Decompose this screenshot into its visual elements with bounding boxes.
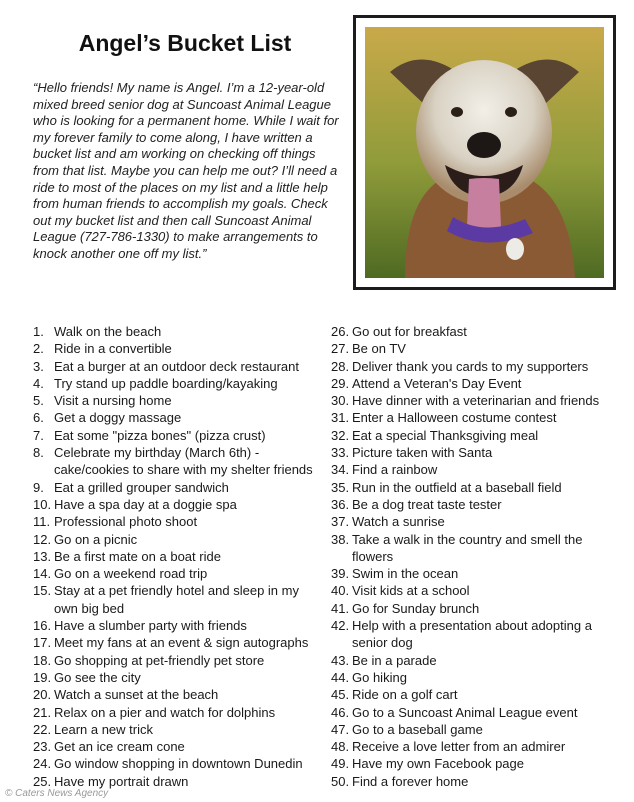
list-item-number: 34. (331, 462, 350, 478)
list-item-number: 38. (331, 531, 350, 547)
list-item-text: Be a first mate on a boat ride (54, 548, 221, 564)
list-item-text: Go to a baseball game (352, 721, 483, 737)
list-item-text: Eat a special Thanksgiving meal (352, 427, 539, 443)
list-item (331, 600, 606, 617)
list-item-text: Have my own Facebook page (352, 756, 524, 772)
list-item-text: Visit kids at a school (352, 583, 470, 599)
list-item (33, 617, 313, 634)
list-item-number: 29. (331, 375, 350, 391)
bucket-list-right (331, 323, 606, 790)
list-item-text: Be on TV (352, 341, 406, 357)
list-item-number: 16. (33, 618, 52, 634)
list-item-text: Go out for breakfast (352, 324, 467, 339)
list-item (33, 686, 313, 703)
list-item-text: Watch a sunset at the beach (54, 687, 219, 703)
list-item-number: 21. (33, 704, 52, 720)
list-item (33, 531, 313, 548)
list-item-text: Go window shopping in downtown Dunedin (54, 756, 303, 772)
list-item-number: 42. (331, 618, 350, 634)
list-item (33, 565, 313, 582)
list-item-number: 39. (331, 566, 350, 582)
list-item-text: Eat some "pizza bones" (pizza crust) (54, 427, 266, 443)
list-item (331, 461, 606, 478)
list-item (33, 409, 313, 426)
list-item (33, 375, 313, 392)
list-item-number: 35. (331, 479, 350, 495)
list-item (33, 721, 313, 738)
list-item-number: 24. (33, 756, 52, 772)
list-item-text: Enter a Halloween costume contest (352, 410, 557, 426)
list-item-number: 25. (33, 773, 52, 789)
list-item-text: Have dinner with a veterinarian and friends (352, 393, 600, 409)
list-item-number: 26. (331, 324, 350, 339)
list-item (331, 738, 606, 755)
list-item-text: Ride on a golf cart (352, 687, 458, 703)
list-item-number: 3. (33, 358, 44, 374)
list-item-number: 1. (33, 324, 44, 339)
photo-credit: © Caters News Agency (5, 788, 109, 799)
list-item-text: Help with a presentation about adopting a senior dog (352, 618, 592, 651)
list-item-number: 44. (331, 669, 350, 685)
list-item-number: 41. (331, 600, 350, 616)
list-item-text: Try stand up paddle boarding/kayaking (54, 375, 278, 391)
list-item-text: Go for Sunday brunch (352, 600, 480, 616)
list-item (33, 652, 313, 669)
list-item-number: 11. (33, 514, 51, 530)
list-item-text: Go hiking (352, 669, 407, 685)
list-item-text: Be in a parade (352, 652, 437, 668)
list-item-number: 45. (331, 687, 350, 703)
list-item (331, 704, 606, 721)
list-item-number: 22. (33, 721, 52, 737)
list-item-text: Get a doggy massage (54, 410, 182, 426)
list-item-text: Eat a burger at an outdoor deck restaurant (54, 358, 299, 374)
list-item-text: Go shopping at pet-friendly pet store (54, 652, 265, 668)
list-item (331, 392, 606, 409)
list-item-number: 49. (331, 756, 350, 772)
list-item-text: Have my portrait drawn (54, 773, 189, 789)
list-item (331, 686, 606, 703)
list-item-text: Attend a Veteran's Day Event (352, 375, 522, 391)
list-item-text: Meet my fans at an event & sign autographs (54, 635, 309, 651)
list-item-number: 31. (331, 410, 350, 426)
list-item-number: 36. (331, 496, 350, 512)
list-item (331, 669, 606, 686)
list-item-number: 37. (331, 514, 350, 530)
list-item-text: Get an ice cream cone (54, 739, 185, 755)
page-title: Angel’s Bucket List (78, 30, 292, 56)
list-item (331, 375, 606, 392)
list-item-number: 2. (33, 341, 44, 357)
list-item-number: 15. (33, 583, 52, 599)
list-item-number: 46. (331, 704, 350, 720)
list-item-number: 14. (33, 566, 52, 582)
list-item-text: Receive a love letter from an admirer (352, 739, 566, 755)
list-item-number: 4. (33, 375, 44, 391)
list-item-text: Visit a nursing home (54, 393, 172, 409)
list-item (331, 496, 606, 513)
list-item-text: Eat a grilled grouper sandwich (54, 479, 229, 495)
list-item-text: Run in the outfield at a baseball field (352, 479, 562, 495)
list-item-number: 32. (331, 427, 350, 443)
list-item-text: Go on a weekend road trip (54, 566, 208, 582)
list-item-number: 18. (33, 652, 52, 668)
list-item-text: Go see the city (54, 669, 141, 685)
list-item-text: Learn a new trick (54, 721, 153, 737)
list-item-number: 7. (33, 427, 44, 443)
list-item-text: Find a forever home (352, 773, 469, 789)
list-item (331, 531, 606, 566)
list-item-text: Celebrate my birthday (March 6th) - cake/cookies to share with my shelter friends (54, 445, 313, 478)
list-item (331, 513, 606, 530)
list-item-text: Have a slumber party with friends (54, 618, 247, 634)
bucket-list-left (33, 323, 313, 790)
list-item-number: 20. (33, 687, 52, 703)
list-item (331, 617, 606, 652)
list-item-number: 10. (33, 496, 52, 512)
list-item-text: Find a rainbow (352, 462, 438, 478)
list-item-number: 13. (33, 548, 52, 564)
list-item-text: Ride in a convertible (54, 341, 172, 357)
list-item-number: 27. (331, 341, 350, 357)
list-item-number: 48. (331, 739, 350, 755)
list-item-text: Be a dog treat taste tester (352, 496, 502, 512)
list-item-number: 17. (33, 635, 52, 651)
list-item (331, 323, 606, 340)
list-item-text: Deliver thank you cards to my supporters (352, 358, 589, 374)
list-item-number: 30. (331, 393, 350, 409)
list-item-number: 33. (331, 445, 350, 461)
list-item-number: 12. (33, 531, 52, 547)
list-item-number: 23. (33, 739, 52, 755)
list-item (331, 444, 606, 461)
list-item-text: Take a walk in the country and smell the flowers (352, 531, 583, 564)
list-item (331, 582, 606, 599)
list-item (33, 738, 313, 755)
list-item (33, 444, 313, 479)
list-item (33, 427, 313, 444)
list-item (33, 340, 313, 357)
list-item (33, 755, 313, 772)
list-item-text: Go to a Suncoast Animal League event (352, 704, 578, 720)
list-item (331, 479, 606, 496)
list-item (331, 565, 606, 582)
list-item (33, 513, 313, 530)
intro-quote: “Hello friends! My name is Angel. I’m a 12-year-old mixed breed senior dog at Suncoast Animal League who is looking for a permanent home. While I wait for my forever family to come along, I have written a bucket list and am working on checking off things from that list. Maybe you can help me out? I’ll need a ride to most of the places on my list and a little help from human friends to accomplish my goals. Check out my bucket list and then call Suncoast Animal League (727-786-1330) to make arrangements to knock another one off my list.” (33, 80, 339, 261)
list-item-text: Swim in the ocean (352, 566, 459, 582)
list-item (33, 358, 313, 375)
list-item-text: Walk on the beach (54, 324, 162, 339)
list-item-number: 5. (33, 393, 44, 409)
list-item-number: 8. (33, 445, 44, 461)
list-item (33, 704, 313, 721)
photo-frame (353, 15, 616, 290)
list-item-number: 9. (33, 479, 44, 495)
list-item-text: Picture taken with Santa (352, 445, 493, 461)
dog-photo (365, 27, 604, 278)
list-item (33, 548, 313, 565)
list-item-text: Relax on a pier and watch for dolphins (54, 704, 276, 720)
list-item-text: Watch a sunrise (352, 514, 445, 530)
list-item (331, 652, 606, 669)
list-item-number: 50. (331, 773, 350, 789)
list-item-text: Go on a picnic (54, 531, 138, 547)
list-item (331, 409, 606, 426)
list-item-number: 28. (331, 358, 350, 374)
list-item (331, 721, 606, 738)
list-item-text: Professional photo shoot (54, 514, 198, 530)
list-item (33, 392, 313, 409)
list-item (331, 358, 606, 375)
list-item-text: Stay at a pet friendly hotel and sleep in my own big bed (54, 583, 299, 616)
list-item (33, 634, 313, 651)
list-item-number: 40. (331, 583, 350, 599)
list-item (331, 755, 606, 772)
list-item-number: 6. (33, 410, 44, 426)
list-item-text: Have a spa day at a doggie spa (54, 496, 237, 512)
list-item (33, 323, 313, 340)
list-item (33, 496, 313, 513)
list-item-number: 47. (331, 721, 350, 737)
list-item-number: 19. (33, 669, 52, 685)
list-item (33, 582, 313, 617)
dog-illustration (365, 27, 604, 278)
list-item (331, 427, 606, 444)
list-item (331, 773, 606, 790)
list-item (33, 479, 313, 496)
list-item (33, 669, 313, 686)
list-item (331, 340, 606, 357)
list-item-number: 43. (331, 652, 350, 668)
